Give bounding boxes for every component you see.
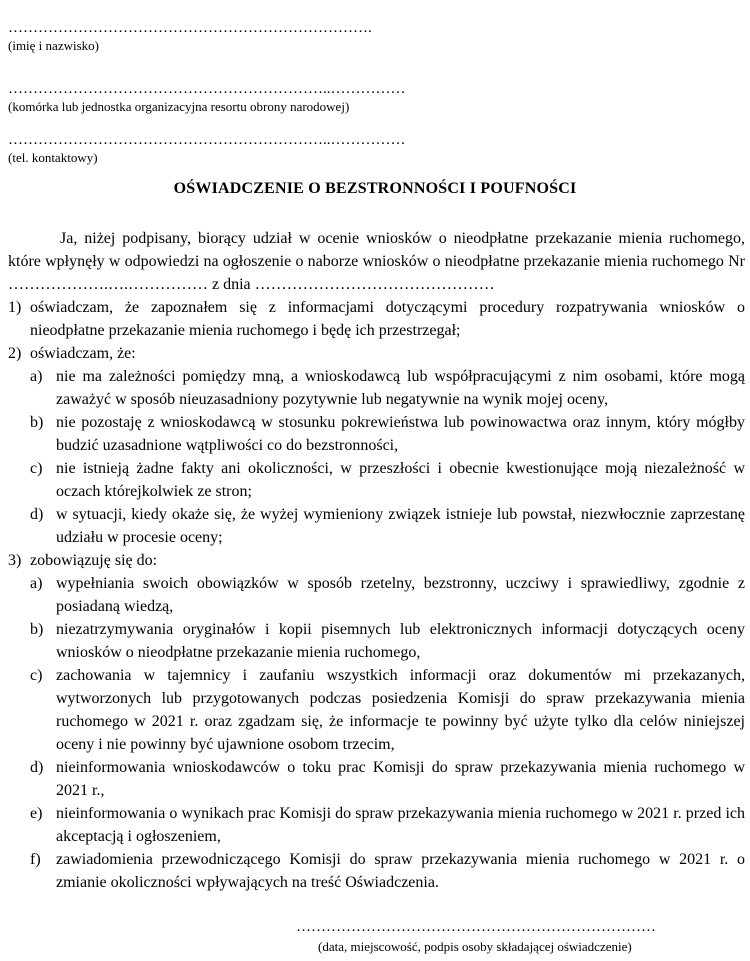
phone-field-dots: ………………………………………………………..…………… [8, 132, 406, 148]
sub-item-3f [8, 848, 745, 894]
sub-item-3e [8, 802, 745, 848]
item-text: oświadczam, że: [30, 345, 136, 362]
item-number: 3) [8, 552, 22, 569]
name-field-caption: (imię i nazwisko) [8, 38, 99, 53]
sub-item-3a [8, 572, 745, 618]
sub-item-text: nie istnieją żadne fakty ani okoliczności, w przeszłości i obecnie kwestionujące moją niezależność w oczach którejkolwiek ze stron; [56, 460, 745, 500]
sub-item-letter: a) [30, 575, 43, 592]
list-item-1 [8, 296, 745, 342]
sub-item-text: nieinformowania o wynikach prac Komisji do spraw przekazywania mienia ruchomego w 2021 r. przed ich akceptacją i ogłoszeniem, [56, 805, 745, 845]
sub-item-text: nie ma zależności pomiędzy mną, a wnioskodawcą lub współpracującymi z nim osobami, które mogą zaważyć w sposób nieuzasadniony pozytywnie lub negatywnie na wynik mojej oceny, [56, 368, 745, 408]
sub-item-text: wypełniania swoich obowiązków w sposób rzetelny, bezstronny, uczciwy i sprawiedliwy, zgodnie z posiadaną wiedzą, [56, 575, 745, 615]
unit-field-caption: (komórka lub jednostka organizacyjna resortu obrony narodowej) [8, 99, 350, 114]
sub-item-2c [8, 457, 745, 503]
item-number: 1) [8, 299, 22, 316]
sub-item-3d [8, 756, 745, 802]
name-field-dots: ………………………………………………………………. [8, 20, 372, 36]
sub-item-text: nie pozostaję z wnioskodawcą w stosunku pokrewieństwa lub powinowactwa oraz innym, który mógłby budzić uzasadnione wątpliwości co do bezstronności, [56, 414, 745, 454]
sub-item-letter: d) [30, 506, 44, 523]
sub-item-letter: f) [30, 851, 41, 868]
document-title: OŚWIADCZENIE O BEZSTRONNOŚCI I POUFNOŚCI [173, 180, 577, 197]
item-text: zobowiązuję się do: [30, 552, 158, 569]
item-number: 2) [8, 345, 22, 362]
signature-dots: ……………………………………………………………… [296, 919, 656, 935]
sub-item-text: w sytuacji, kiedy okaże się, że wyżej wymieniony związek istnieje lub powstał, niezwłocznie zaprzestanę udziału w procesie oceny; [56, 506, 745, 546]
sub-item-letter: a) [30, 368, 43, 385]
sub-item-letter: b) [30, 414, 44, 431]
sub-item-letter: b) [30, 621, 44, 638]
declaration-list [8, 296, 745, 894]
list-item-3 [8, 549, 745, 572]
sub-item-letter: d) [30, 759, 44, 776]
phone-field-caption: (tel. kontaktowy) [8, 150, 98, 165]
sub-item-text: nieinformowania wnioskodawców o toku prac Komisji do spraw przekazywania mienia ruchomego w 2021 r., [56, 759, 745, 799]
sub-item-2b [8, 411, 745, 457]
sub-item-2a [8, 365, 745, 411]
sub-item-text: zawiadomienia przewodniczącego Komisji do spraw przekazywania mienia ruchomego w 2021 r. o zmianie okoliczności wpływających na treść Oświadczenia. [56, 851, 745, 891]
sub-item-text: zachowania w tajemnicy i zaufaniu wszystkich informacji oraz dokumentów mi przekazanych, wytworzonych lub przygotowanych podczas posiedzenia Komisji do spraw przekazywania mienia ruchomego w 2021 r. oraz zgadzam się, że informacje te powinny być użyte tylko dla celów niniejszej oceny i nie powinny być ujawnione osobom trzecim, [56, 667, 745, 753]
sub-item-text: niezatrzymywania oryginałów i kopii pisemnych lub elektronicznych informacji dotyczących oceny wniosków o nieodpłatne przekazanie mienia ruchomego, [56, 621, 745, 661]
sub-item-letter: c) [30, 460, 43, 477]
sub-item-3c [8, 664, 745, 756]
sub-item-2d [8, 503, 745, 549]
item-text: oświadczam, że zapoznałem się z informacjami dotyczącymi procedury rozpatrywania wniosków o nieodpłatne przekazanie mienia ruchomego i będę ich przestrzegał; [30, 299, 745, 339]
list-item-2 [8, 342, 745, 365]
intro-paragraph: Ja, niżej podpisany, biorący udział w ocenie wniosków o nieodpłatne przekazanie mienia ruchomego, które wpłynęły w odpowiedzi na ogłoszenie o naborze wniosków o nieodpłatne przekazanie mienia ruchomego Nr ……………….….…………… z dnia ……………………………………… [8, 230, 745, 293]
sub-item-letter: e) [30, 805, 43, 822]
sub-item-letter: c) [30, 667, 43, 684]
unit-field-dots: ………………………………………………………..…………… [8, 81, 406, 97]
sub-item-3b [8, 618, 745, 664]
signature-caption: (data, miejscowość, podpis osoby składającej oświadczenie) [318, 939, 632, 954]
